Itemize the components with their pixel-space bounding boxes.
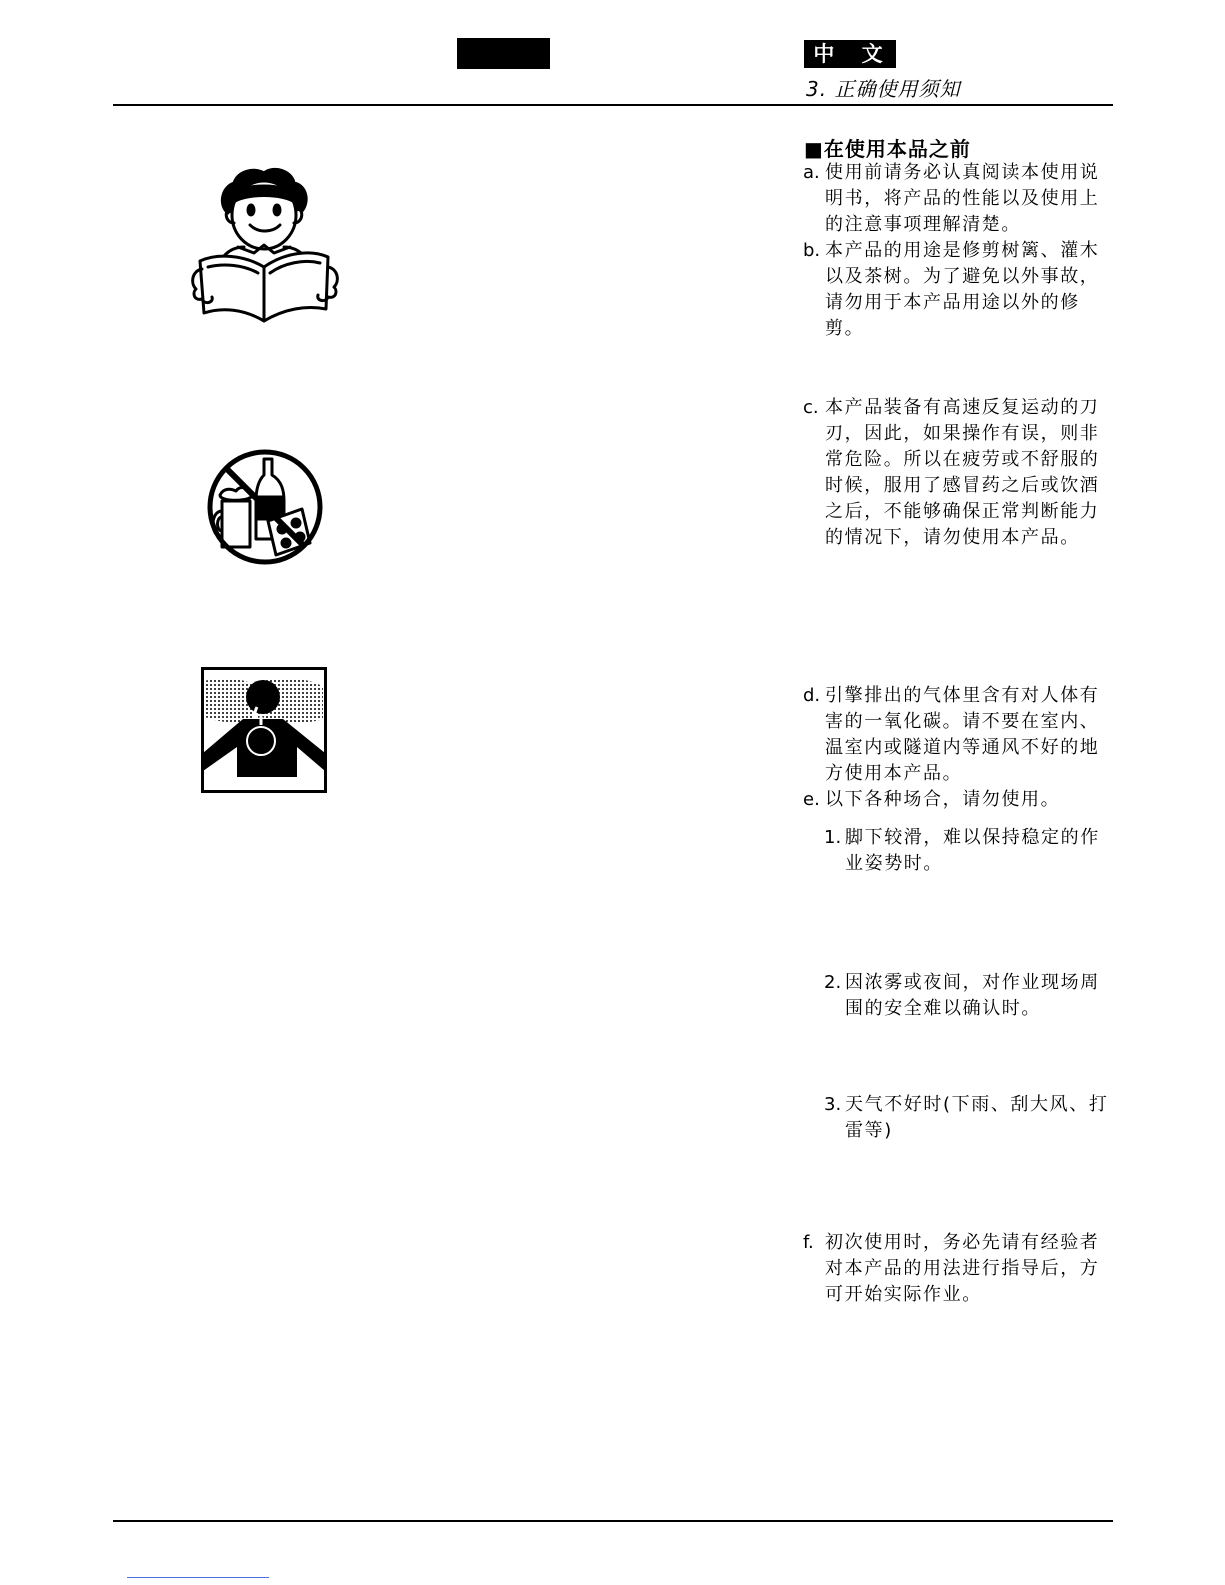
list-item-e1 <box>803 825 1115 877</box>
exhaust-gas-hazard-icon <box>201 667 327 793</box>
item-label: f. <box>803 1232 814 1253</box>
instructions-f <box>803 1230 1115 1308</box>
list-item-f <box>803 1230 1115 1308</box>
item-label: a. <box>803 162 820 183</box>
bottom-rule <box>113 1520 1113 1522</box>
item-text: 本产品的用途是修剪树篱、灌木以及茶树。为了避免以外事故，请勿用于本产品用途以外的修剪。 <box>825 240 1100 339</box>
item-label: c. <box>803 397 819 418</box>
list-item-a <box>803 160 1115 238</box>
item-text: 因浓雾或夜间，对作业现场周围的安全难以确认时。 <box>845 972 1100 1019</box>
list-item-d <box>803 683 1115 787</box>
instructions-de <box>803 683 1115 813</box>
list-item-e2 <box>803 970 1115 1022</box>
list-item-c <box>803 395 1115 551</box>
item-label: 1. <box>824 827 842 848</box>
no-alcohol-medicine-icon <box>206 447 324 567</box>
item-label: d. <box>803 685 821 706</box>
item-label: 3. <box>824 1094 842 1115</box>
instructions-e1 <box>803 825 1115 877</box>
instructions-e3 <box>803 1092 1115 1144</box>
top-rule <box>113 104 1113 106</box>
item-text: 初次使用时，务必先请有经验者对本产品的用法进行指导后，方可开始实际作业。 <box>825 1232 1100 1305</box>
item-text: 以下各种场合，请勿使用。 <box>825 789 1061 810</box>
item-label: b. <box>803 240 821 261</box>
item-text: 引擎排出的气体里含有对人体有害的一氧化碳。请不要在室内、温室内或隧道内等通风不好的地方使用本产品。 <box>825 685 1100 784</box>
section-heading: ■在使用本品之前 <box>804 137 971 161</box>
instructions-e2 <box>803 970 1115 1022</box>
item-text: 脚下较滑，难以保持稳定的作业姿势时。 <box>845 827 1100 874</box>
item-label: 2. <box>824 972 842 993</box>
list-item-b <box>803 238 1115 342</box>
section-title: 3. 正确使用须知 <box>806 77 961 101</box>
footer-link-underline <box>127 1577 269 1578</box>
item-label: e. <box>803 789 820 810</box>
list-item-e3 <box>803 1092 1115 1144</box>
language-tag: 中 文 <box>804 40 896 68</box>
item-text: 使用前请务必认真阅读本使用说明书，将产品的性能以及使用上的注意事项理解清楚。 <box>825 162 1100 235</box>
item-text: 本产品装备有高速反复运动的刀刃，因此，如果操作有误，则非常危险。所以在疲劳或不舒服的时候，服用了感冒药之后或饮酒之后，不能够确保正常判断能力的情况下，请勿使用本产品。 <box>825 397 1100 548</box>
list-item-e <box>803 787 1115 813</box>
person-reading-manual-icon <box>188 165 343 325</box>
instructions-c <box>803 395 1115 551</box>
item-text: 天气不好时(下雨、刮大风、打雷等) <box>845 1094 1109 1141</box>
header-black-box <box>457 38 550 69</box>
instructions-ab <box>803 160 1115 342</box>
